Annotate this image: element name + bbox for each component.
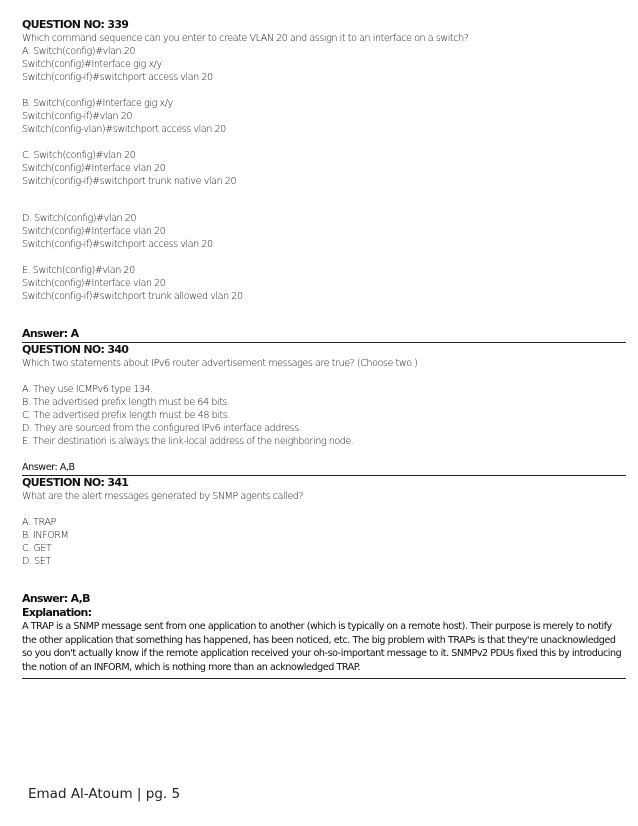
document-page [22, 18, 622, 679]
option-d-line: Switch(config-if)#switchport access vlan 20 [22, 239, 213, 250]
option-c-line: C. Switch(config)#vlan 20 [22, 150, 136, 161]
question-heading: QUESTION NO: 339 [22, 18, 129, 31]
option-line: A. They use ICMPv6 type 134. [22, 384, 153, 395]
page-footer: Emad Al-Atoum | pg. 5 [28, 786, 181, 802]
answer: Answer: A,B [22, 592, 90, 605]
option-b-line: Switch(config-vlan)#switchport access vlan 20 [22, 124, 226, 135]
question-340 [22, 343, 622, 476]
option-b-line: B. Switch(config)#Interface gig x/y [22, 98, 173, 109]
option-line: A. TRAP [22, 517, 56, 528]
option-b-line: Switch(config-if)#vlan 20 [22, 111, 133, 122]
option-line: E. Their destination is always the link-local address of the neighboring node. [22, 436, 354, 447]
option-line: C. GET [22, 543, 52, 554]
option-line: B. The advertised prefix length must be 64 bits. [22, 397, 230, 408]
option-a-line: Switch(config)#Interface gig x/y [22, 59, 162, 70]
divider [22, 678, 626, 679]
option-e-line: E. Switch(config)#vlan 20 [22, 265, 135, 276]
option-c-line: Switch(config)#Interface vlan 20 [22, 163, 166, 174]
option-a-line: Switch(config-if)#switchport access vlan 20 [22, 72, 213, 83]
question-heading: QUESTION NO: 341 [22, 476, 129, 489]
explanation-label: Explanation: [22, 606, 92, 619]
question-text: Which command sequence can you enter to create VLAN 20 and assign it to an interface on a switch? [22, 33, 469, 44]
question-heading: QUESTION NO: 340 [22, 343, 129, 356]
option-a-line: A. Switch(config)#vlan 20 [22, 46, 136, 57]
option-e-line: Switch(config)#Interface vlan 20 [22, 278, 166, 289]
explanation-text: A TRAP is a SNMP message sent from one application to another (which is typically on a remote host). Their purpose is merely to notify the other application that something has happened, has been noticed, etc. The big problem with TRAPs is that they're unacknowledged so you don't actually know if the remote application received your oh-so-important message to it. SNMPv2 PDUs fixed this by introducing the notion of an INFORM, which is nothing more than an acknowledged TRAP. [22, 621, 622, 673]
question-339 [22, 18, 622, 343]
option-d-line: D. Switch(config)#vlan 20 [22, 213, 137, 224]
option-e-line: Switch(config-if)#switchport trunk allowed vlan 20 [22, 291, 243, 302]
question-text: What are the alert messages generated by SNMP agents called? [22, 491, 304, 502]
option-line: C. The advertised prefix length must be 48 bits. [22, 410, 230, 421]
option-d-line: Switch(config)#Interface vlan 20 [22, 226, 166, 237]
question-341 [22, 476, 622, 679]
option-c-line: Switch(config-if)#switchport trunk native vlan 20 [22, 176, 237, 187]
option-line: D. SET [22, 556, 51, 567]
option-line: B. INFORM [22, 530, 69, 541]
option-line: D. They are sourced from the configured IPv6 interface address. [22, 423, 302, 434]
answer: Answer: A [22, 327, 79, 340]
question-text: Which two statements about IPv6 router advertisement messages are true? (Choose two.) [22, 358, 418, 369]
answer: Answer: A,B [22, 462, 75, 473]
